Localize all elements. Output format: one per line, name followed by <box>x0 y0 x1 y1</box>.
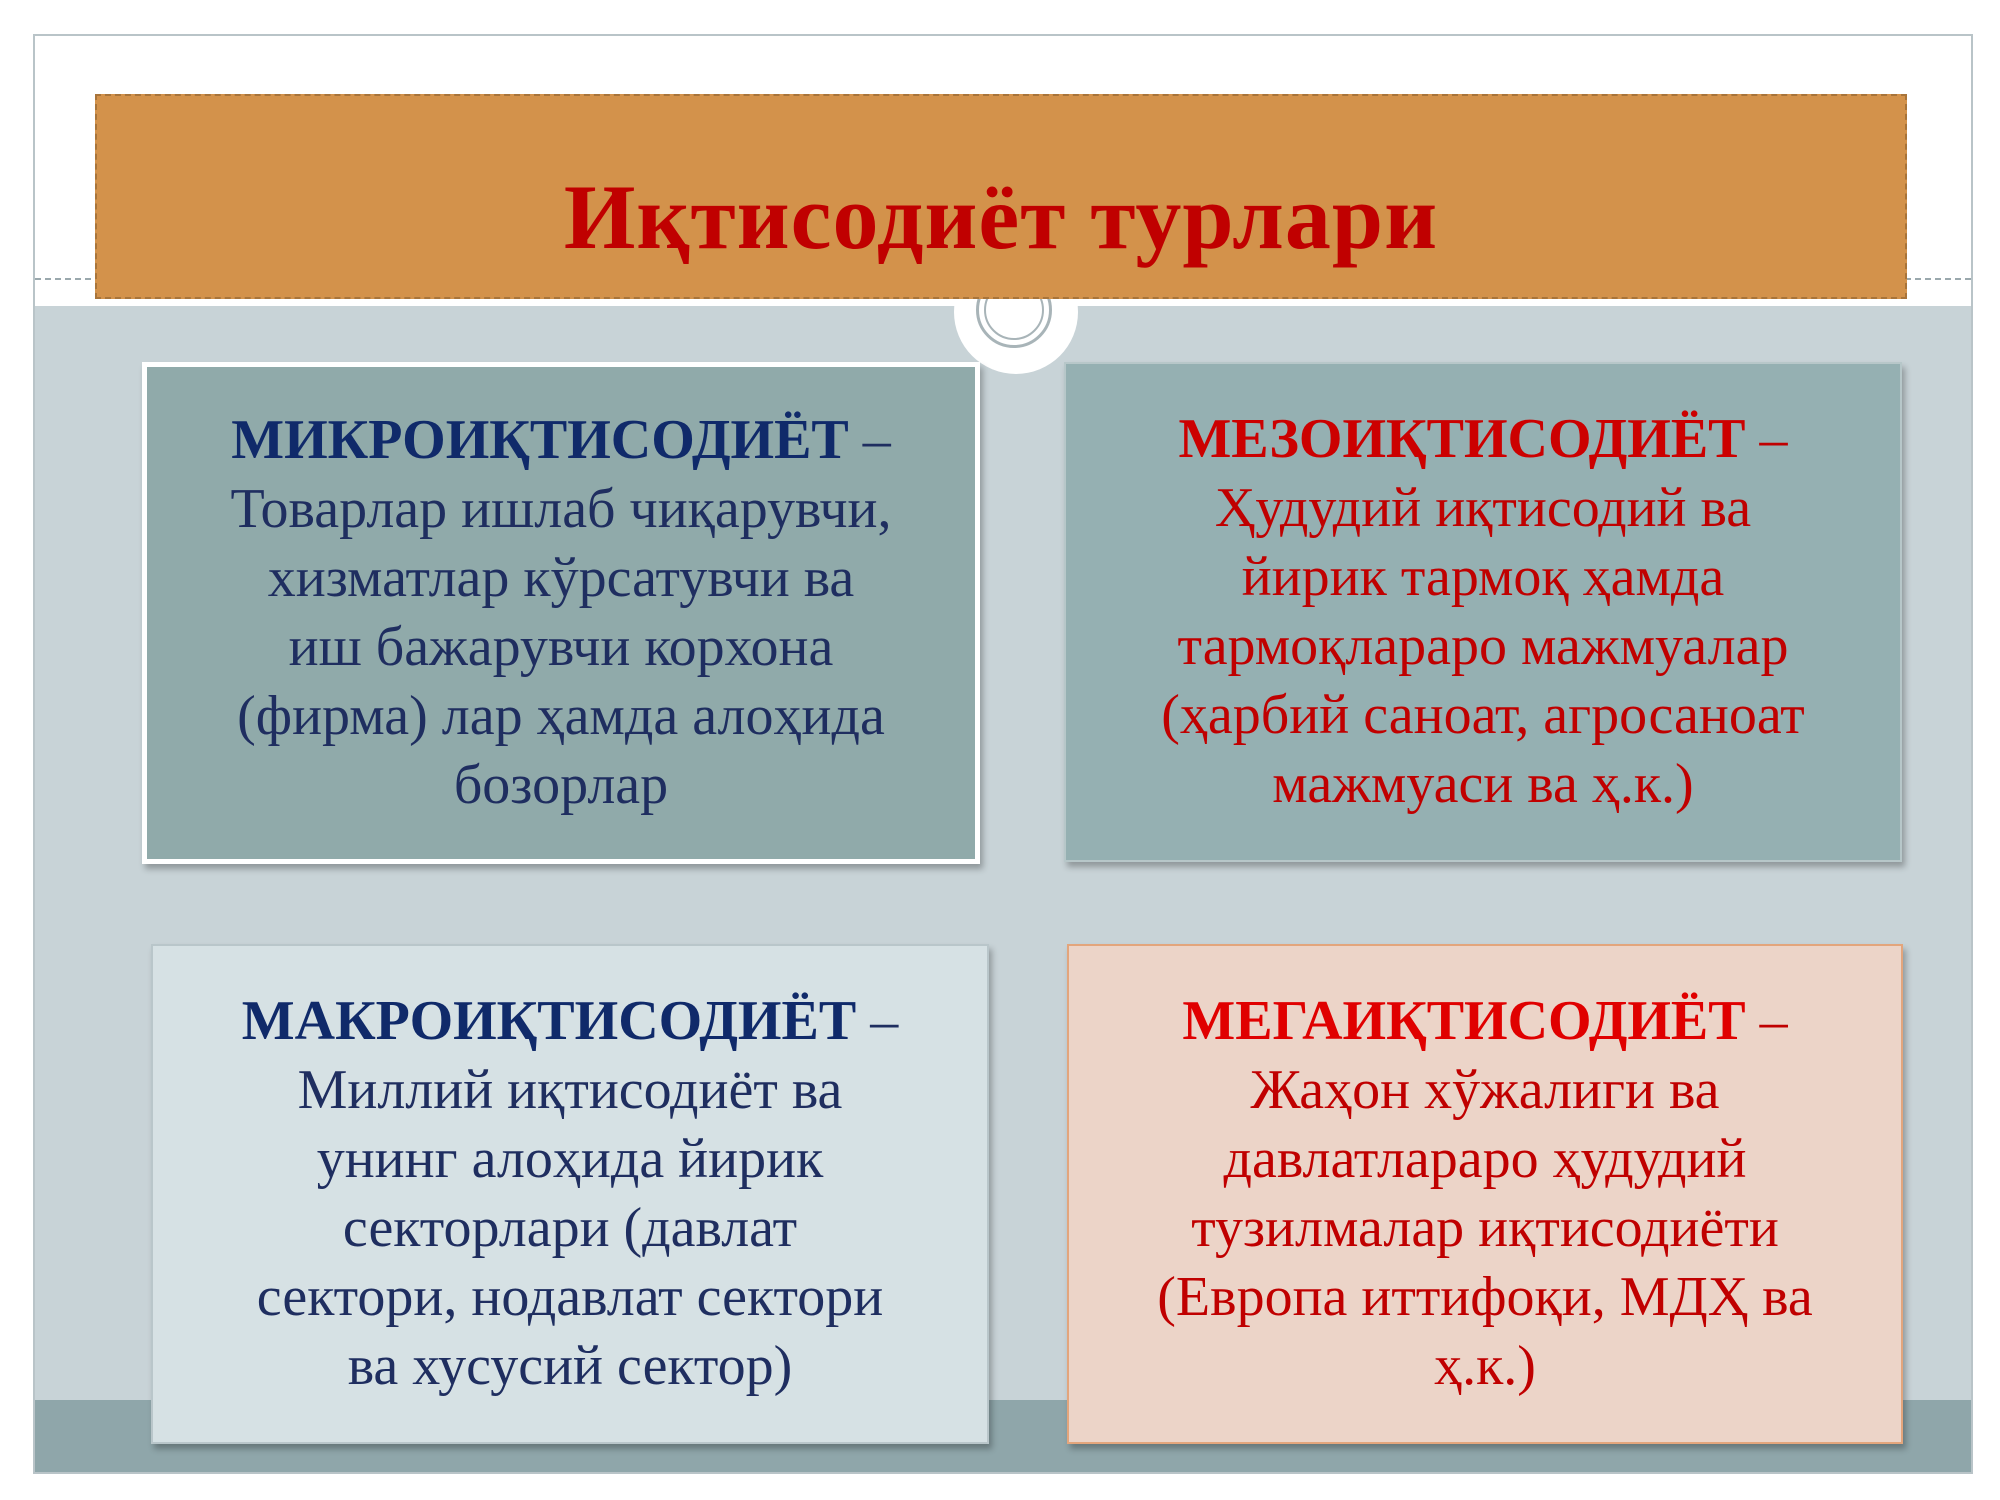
macroeconomics-text <box>242 987 898 1401</box>
mesoeconomics-line-1: Ҳудудий иқтисодий ва <box>1214 477 1752 539</box>
microeconomics-line-2: хизматлар кўрсатувчи ва <box>267 547 855 609</box>
slide-title: Иқтисодиёт турлари <box>563 165 1439 268</box>
megaeconomics-box <box>1067 944 1903 1444</box>
megaeconomics-line-3: тузилмалар иқтисодиёти <box>1191 1197 1779 1259</box>
slide-frame <box>33 34 1973 1474</box>
megaeconomics-line-2: давлатлараро ҳудудий <box>1223 1128 1747 1190</box>
microeconomics-term: МИКРОИҚТИСОДИЁТ <box>231 409 849 471</box>
macroeconomics-line-4: сектори, нодавлат сектори <box>256 1266 884 1328</box>
microeconomics-box <box>142 362 980 864</box>
mesoeconomics-line-5: мажмуаси ва ҳ.к.) <box>1272 753 1694 815</box>
macroeconomics-term: МАКРОИҚТИСОДИЁТ <box>241 990 857 1052</box>
microeconomics-line-4: (фирма) лар ҳамда алоҳида <box>237 685 885 747</box>
microeconomics-line-3: иш бажарувчи корхона <box>288 616 834 678</box>
macroeconomics-line-2: унинг алоҳида йирик <box>316 1128 824 1190</box>
microeconomics-line-5: бозорлар <box>453 754 669 816</box>
megaeconomics-line-5: ҳ.к.) <box>1434 1335 1536 1397</box>
microeconomics-line-1: Товарлар ишлаб чиқарувчи, <box>230 478 892 540</box>
title-bar <box>95 94 1907 299</box>
macroeconomics-box <box>151 944 989 1444</box>
mesoeconomics-box <box>1064 362 1902 862</box>
macroeconomics-dash: – <box>870 990 899 1052</box>
mesoeconomics-line-2: йирик тармоқ ҳамда <box>1241 546 1725 608</box>
macroeconomics-line-5: ва хусусий сектор) <box>347 1335 793 1397</box>
mesoeconomics-term: МЕЗОИҚТИСОДИЁТ <box>1178 408 1746 470</box>
mesoeconomics-line-4: (ҳарбий саноат, агросаноат <box>1161 684 1805 746</box>
mesoeconomics-dash: – <box>1759 408 1788 470</box>
macroeconomics-line-1: Миллий иқтисодиёт ва <box>297 1059 843 1121</box>
megaeconomics-line-1: Жаҳон хўжалиги ва <box>1250 1059 1720 1121</box>
megaeconomics-line-4: (Европа иттифоқи, МДҲ ва <box>1157 1266 1813 1328</box>
mesoeconomics-line-3: тармоқлараро мажмуалар <box>1177 615 1789 677</box>
microeconomics-text <box>231 406 892 820</box>
megaeconomics-text <box>1157 987 1812 1401</box>
mesoeconomics-text <box>1161 405 1804 819</box>
macroeconomics-line-3: секторлари (давлат <box>342 1197 798 1259</box>
megaeconomics-term: МЕГАИҚТИСОДИЁТ <box>1182 990 1746 1052</box>
megaeconomics-dash: – <box>1759 990 1788 1052</box>
microeconomics-dash: – <box>862 409 891 471</box>
